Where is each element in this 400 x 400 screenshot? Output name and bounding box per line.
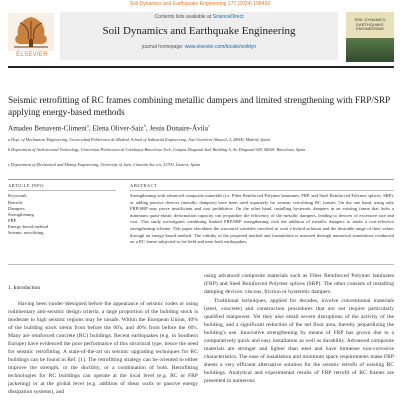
- cover-title: [348, 18, 392, 32]
- author-affiliation-marker[interactable]: c: [207, 123, 210, 128]
- contents-prefix: Contents lists available at: [154, 14, 212, 20]
- publisher-name: ELSEVIER: [16, 52, 48, 58]
- affiliation: b Department of Architectural Technology, Universitat Politècnica de Catalunya-Barcelona Tech, Campus Diagonal Sud, Building A, Av. Diagonal 649, 08028, Barcelona, Spain: [8, 147, 306, 152]
- keyword: Energy-based method: [8, 224, 49, 229]
- author-list: Amadeo Benavent-Climent$^a$, Elena Oliver-Saiz$^b$, Jesús Donaire-Ávila$^c$: [8, 123, 210, 133]
- author-affiliation-marker[interactable]: b: [143, 123, 146, 128]
- affiliation: c Department of Mechanical and Mining Engineering, University of Jaén, Cinturón Sur s/n, 23700, Linares, Spain: [8, 162, 200, 167]
- section-divider: [8, 179, 394, 180]
- keywords-label: Keywords:: [8, 193, 28, 198]
- article-info-heading: ARTICLE INFO: [8, 183, 44, 188]
- journal-reference[interactable]: Soil Dynamics and Earthquake Engineering 177 (2024) 108432: [129, 1, 271, 7]
- homepage-link[interactable]: www.elsevier.com/locate/soildyn: [184, 44, 257, 50]
- introduction-heading: 1. Introduction: [8, 285, 41, 291]
- author-affiliation-marker[interactable]: a: [86, 123, 89, 128]
- contents-line: [60, 14, 338, 20]
- homepage-prefix: journal homepage:: [141, 44, 184, 50]
- keyword: Seismic retrofitting: [8, 230, 44, 235]
- abstract-divider: [130, 190, 394, 191]
- cover-title-line: EARTHQUAKE: [356, 21, 384, 27]
- author-name[interactable]: Elena Oliver-Saiz: [92, 124, 144, 133]
- affiliation: a Dept. of Mechanical Engineering, Universidad Politécnica de Madrid, School of Industrial Engineering, José Gutiérrez Abascal, 2, 28006, Madrid, Spain: [8, 137, 270, 142]
- header-divider: [8, 66, 394, 68]
- sciencedirect-link[interactable]: ScienceDirect: [212, 14, 244, 20]
- keyword: Strengthening: [8, 212, 34, 217]
- keyword: Retrofit: [8, 200, 23, 205]
- author-name[interactable]: Jesús Donaire-Ávila: [149, 124, 208, 133]
- homepage-line: [60, 44, 338, 50]
- body-column-left: [8, 300, 198, 396]
- author-name[interactable]: Amadeo Benavent-Climent: [8, 124, 87, 133]
- cover-title-line: ENGINEERING: [355, 26, 384, 32]
- keyword: Dampers: [8, 206, 25, 211]
- article-title: Seismic retrofitting of RC frames combining metallic dampers and limited strengthening with FRP/SRP applying energy-based methods: [8, 95, 390, 117]
- body-column-right: [204, 272, 394, 385]
- cover-title-line: SOIL DYNAMICS: [354, 17, 386, 22]
- body-divider: [8, 264, 394, 265]
- keyword: FRP: [8, 218, 17, 223]
- keywords-divider: [8, 190, 116, 191]
- abstract-text: Strengthening with advanced composite materials (i.e. Fiber Reinforced Polymer laminates, FRP, and Steel Reinforced Polymer splices, SRP), or adding passive devices (metallic dampers) have been used separately for seismic retrofitting RC frames. On the one hand, using only FRP/SRP may prove insufficient and cost prohibitive. On the other hand, installing hysteretic dampers in an existing frame that lacks a minimum quasi-elastic deformation capacity can jeopardize the efficiency of the metallic dampers, leading to devices of excessive size and cost. This study investigates combining limited FRP/SRP strengthening with the addition of metallic dampers to attain a cost-effective strengthening scheme. This paper elucidates the structural variables involved in such a hybrid solution and the desirable range of their values through an energy-based method. The validity of the proposed method and formulation is assessed through numerical simulations conducted on a RC frame subjected to far-field and near-fault earthquakes.: [130, 193, 394, 245]
- paragraph: Traditional techniques, applied for decades, involve conventional materials (steel, concrete) and construction procedures that are not require particularly qualified manpower. Yet they also entail severe disruptions of the activity of the building, and a significant reduction of the net floor area, thereby jeopardizing the building's use. Innovative strengthening by means of FRP has grown due to a comparatively quick and easy installation as well as durability. Advanced composite materials are stronger and lighter than steel and have immense non-corrosive characteristics. The ease of installation and minimum space requirements make FRP sheets a very efficient alternative solution for the seismic retrofit of existing RC buildings. Analytical and experimental results of FRP retrofit of RC frames are presented in numerous: [204, 298, 394, 384]
- journal-title: Soil Dynamics and Earthquake Engineering: [102, 25, 296, 37]
- paragraph: using advanced composite materials such as Fiber Reinforced Polymer laminates (FRP) and Steel Reinforced Polymer splices (SRP). The other consists of installing damping devices: viscous, friction or hysteretic dampers.: [204, 273, 394, 295]
- elsevier-tree-logo: [8, 13, 54, 51]
- cover-image-band: [346, 38, 394, 62]
- abstract-heading: ABSTRACT: [130, 183, 158, 188]
- paragraph: Having been (under-)designed before the appearance of seismic codes or using rudimentary anti-seismic design criteria, a large proportion of the building stock is moderate to high seismic regions may be unsafe. Within the European Union, 40% of the building stock stems from before the 60's, and 40% from before the 60's. Many are reinforced concrete (RC) buildings. Recent earthquakes (e.g. in Southern Europe) have evidenced the poor performance of this structural type, hence the need for seismic retrofitting. A state-of-the-art on seismic upgrading techniques for RC buildings can be found in Ref. [1]. The retrofitting strategy can be oriented to either improve the strength, or the ductility, or a combination of both. Retrofitting technologies for RC buildings can operate at the local level (e.g. RC or FRP jacketing) or at the global level (e.g. addition of shear walls or passive energy dissipation systems), and: [8, 301, 198, 395]
- keywords-list: [8, 200, 116, 236]
